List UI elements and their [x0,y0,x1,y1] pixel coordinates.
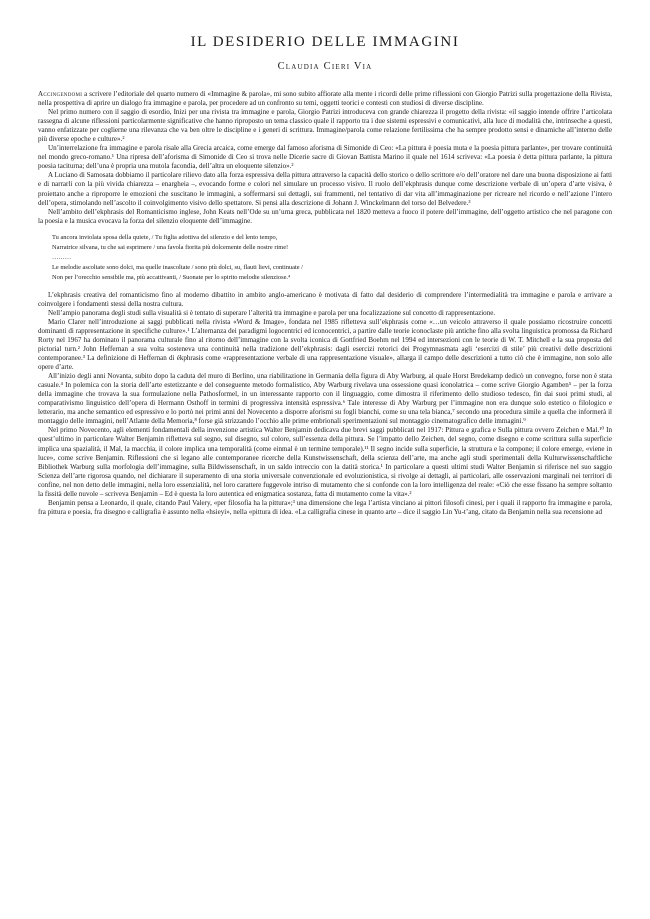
page-title: IL DESIDERIO DELLE IMMAGINI [190,34,460,50]
paragraph-5: Nell’ambito dell’ekphrasis del Romanticismo inglese, John Keats nell’Ode su un’urna greca, pubblicata nel 1820 metteva a fuoco il potere dell’immagine, dell’oggetto artistico che nel paragone con la poesia e la musica evocava la forza del silenzio eloquente dell’immagine. [38,207,612,225]
quote-line: ……… [52,253,72,261]
quote-line: Le melodie ascoltate sono dolci, ma quelle inascoltate / sono più dolci, su, flauti lievi, continuate / [52,263,303,271]
paragraph-10: Nel primo Novecento, agli elementi fondamentali della invenzione artistica Walter Benjamin dedicava due brevi saggi pubblicati nel 1917: Pittura e grafica e Sulla pittura ovvero Zeichen e Mal.¹⁰ In quest’ultimo in particolare Walter Benjamin rifletteva sul segno, sul disegno, sul colore, sull’essenza della pittura. Se l’impatto dello Zeichen, del segno, come disegno e come scrittura sulla superficie implica una spazialità, il Mal, la macchia, il colore implica una temporalità (come einmal è un termine temporale).¹¹ Il segno incide sulla superficie, la struttura e la compone; il colore emerge, «viene in luce», come scrive Benjamin. Riflessioni che si legano alle contemporanee ricerche della Kunstwissenschaft, della scienza dell’arte, ma anche agli studi sperimentali della Kulturwissenschaftliche Bibliothek Warburg sulla morfologia dell’immagine, sulla Bildwissenschaft, in un saldo intreccio con la datità storica.¹ In particolare a questi ultimi studi Walter Benjamin si riferisce nel suo saggio Scienza dell’arte rigorosa quando, nel dichiarare il superamento di una storia universale convenzionale ed evoluzionistica, si rivolge ai dettagli, ai particolari, alle osservazioni marginali nei territori di confine, nel non detto delle immagini, nella loro essenzialità, nel loro carattere fuggevole intriso di mutamento che si confonde con la loro intelligenza del reale: «Ciò che esse fissano ha sempre soltanto la fissità delle nuvole – scriveva Benjamin – Ed è questa la loro autentica ed enigmatica sostanza, fatta di mutamento come la vita».² [38,426,612,498]
paragraph-1-text: a scrivere l’editoriale del quarto numero di «Immagine & parola», mi sono subito affiorate alla mente i ricordi delle prime riflessioni con Giorgio Patrizi sulla progettazione della Rivista, nella prospettiva di aprire un dialogo fra immagine e parola, per procedere ad un confronto su temi, oggetti teorici e contesti con studiosi di diverse discipline. [38,90,612,108]
quote-line: Tu ancora inviolata sposa della quiete, / Tu figlia adottiva del silenzio e del lento tempo, [52,233,278,241]
paragraph-1 [38,90,612,108]
paragraph-6: L’ekphrasis creativa del romanticismo fino al moderno dibattito in ambito anglo-americano è motivata di fatto dal desiderio di comprendere l’intermedialità tra immagine e parola e arrivare a coinvolgere i fondamenti stessi della nostra cultura. [38,290,612,308]
lead-word: Accingendomi [38,90,83,98]
paragraph-11: Benjamin pensa a Leonardo, il quale, citando Paul Valery, «per filosofia ha la pittura»;³ una dimensione che lega l’artista vinciano ai pittori filosofi cinesi, per i quali il rapporto fra immagine e parola, fra pittura e poesia, fra disegno e calligrafia è assunto nella «hsieyi», nella «pittura di idea. «La calligrafia cinese in quanto arte – dice il saggio Lin Yu-t’ang, citato da Benjamin nella sua recensione ad [38,498,612,516]
keats-quote [52,233,612,283]
paragraph-8: Mario Clarer nell’introduzione ai saggi pubblicati nella rivista «Word & Image», fondata nel 1985 rifletteva sull’ekphrasis come «…un veicolo attraverso il quale possiamo ricostruire concetti dominanti di rappresentazione in specifiche culture».¹ L’alternanza dei paradigmi logocentrici ed iconocentrici, a partire dalle teorie iconoclaste più antiche fino alla svolta linguistica promossa da Richard Rorty nel 1967 ha dominato il panorama culturale fino al ritorno dell’immagine con la svolta iconica di Gottfried Boehm nel 1994 ed intersezioni con le teorie di W. T. Mitchell e la sua proposta del pictorial turn.² John Heffernan a sua volta sosteneva una continuità nella tradizione dell’ekphrasis: dagli esercizi retorici dei Progymnasmata agli ‘esercizi di stile’ più creativi delle descrizioni contemporanee.³ La definizione di Heffernan di ékphrasis come «rappresentazione verbale di una rappresentazione visuale», allarga il campo delle descrizioni a tutto ciò che è immagine, non solo alle opere d’arte. [38,317,612,372]
paragraph-3: Un’interrelazione fra immagine e parola risale alla Grecia arcaica, come emerge dal famoso aforisma di Simonide di Ceo: «La pittura è poesia muta e la poesia pittura parlante», per trovare continuità nel mondo greco-romano.¹ Una ripresa dell’aforisma di Simonide di Ceo si trova nelle Dicerie sacre di Giovan Battista Marino il quale nel 1614 scriveva: «La poesia è detta pittura parlante, la pittura poesia taciturna; dell’una è propria una mutola facondia, dell’altra un eloquente silenzio».² [38,144,612,171]
paragraph-2: Nel primo numero con il saggio di esordio, Inizi per una rivista tra immagine e parola, Giorgio Patrizi introduceva con grande chiarezza il progetto della rivista: «il saggio intende offrire l’articolata rassegna di alcune riflessioni particolarmente significative che hanno riproposto un tema classico quale il rapporto tra i due sistemi espressivi e comunicativi, alla luce di modalità che, intrinseche a questi, vanno enfatizzate per coglierne una rilevanza che va ben oltre le discipline e i generi di scrittura. Immagine/parola come relazione fertilissima che ha sempre prodotto sensi e dinamiche all’interno delle più diverse epoche e culture».² [38,108,612,144]
author-name: Claudia Cieri Via [277,61,373,72]
paragraph-4: A Luciano di Samosata dobbiamo il particolare rilievo dato alla forza espressiva della pittura attraverso la capacità dello storico o dello scrittore e/o dell’oratore nel dare una buona disposizione ai fatti e di narrarli con la più vivida chiarezza – enargheia –, evocando forme e colori nel simulare un processo visivo. Il ruolo dell’ekphrasis dunque come descrizione verbale di un’opera d’arte visiva, è proiettato anche a riproporre le emozioni che suscitano le immagini, a soffermarsi sui dettagli, sui frammenti, nel tentativo di dar vita all’immaginazione per ricreare nel ricordo e nell’azione l’intero dell’opera, stimolando nell’ascolto il coinvolgimento visivo dello spettatore. Si pensi alla descrizione di Johann J. Winckelmann del torso del Belvedere.³ [38,171,612,207]
paragraph-9: All’inizio degli anni Novanta, subito dopo la caduta del muro di Berlino, una riabilitazione in Germania della figura di Aby Warburg, al quale Horst Bredekamp dedicò un convegno, forse non è stata casuale.⁴ In polemica con la storia dell’arte estetizzante e del conseguente metodo formalistico, Aby Warburg rivelava una ossessione quasi iconolatrica – come scrive Giorgio Agamben⁵ – per la forza della immagine che trovava la sua formulazione nella Pathosformel, in un interessante rapporto con il linguaggio, come dimostra il riferimento dello studioso tedesco, fin dai suoi primi studi, al comparativismo linguistico dell’opera di Hermann Osthoff in termini di progressiva intensità espressiva.⁶ Tale interesse di Aby Warburg per l’immagine non era dunque solo estetico o filologico e letterario, ma anche semantico ed espressivo e lo portò nei primi anni del Novecento a disporre aforismi su fogli bianchi, come su una tela bianca,⁷ secondo una procedura simile a quella che informerà il montaggio delle immagini, nell’Atlante della Memoria,⁸ forse già strizzando l’occhio alle prime embrionali sperimentazioni sul montaggio cinematografico delle immagini.⁹ [38,372,612,426]
quote-line: Narratrice silvana, tu che sai esprimere / una favola fiorita più dolcemente delle nostre rime! [52,243,289,251]
paragraph-7: Nell’ampio panorama degli studi sulla visualità si è tentato di superare l’alterità tra immagine e parola per una focalizzazione sul concetto di rappresentazione. [48,308,496,317]
quote-line: Non per l’orecchio sensibile ma, più accattivanti, / Suonate per lo spirito melodie silenziose.⁴ [52,273,291,281]
